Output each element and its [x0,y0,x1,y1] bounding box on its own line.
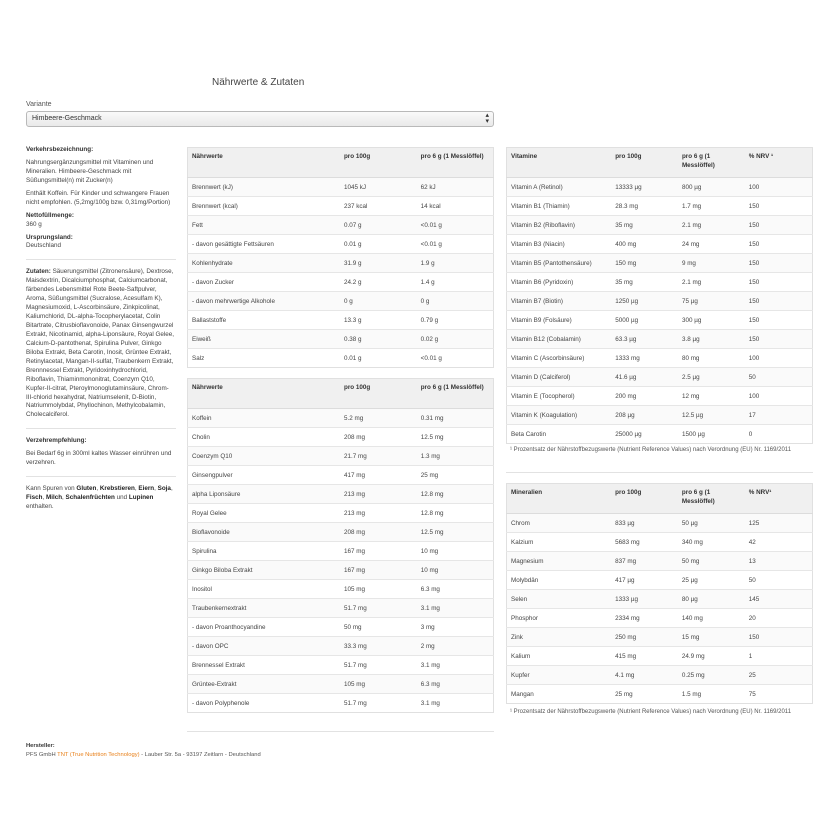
table-cell: 17 [745,406,813,425]
verkehr-text: Nahrungsergänzungsmittel mit Vitaminen und Mineralien. Himbeere-Geschmack mit Süßungsmittel(n) mit Zucker(n) [26,158,154,184]
column-header: pro 6 g (1 Messlöffel) [678,484,745,514]
table-cell: Brennwert (kcal) [188,197,340,216]
table-cell: 0.02 g [417,330,494,349]
table-cell: 2.1 mg [678,273,745,292]
table-cell: Vitamin B6 (Pyridoxin) [507,273,612,292]
table-cell: 12.8 mg [417,485,494,504]
ursprung-heading: Ursprungsland: [26,233,73,241]
table-cell: 208 mg [340,523,417,542]
table-cell: 14 kcal [417,197,494,216]
table-cell: 150 [745,292,813,311]
table-cell: 33.3 mg [340,637,417,656]
table-cell: 62 kJ [417,178,494,197]
verzehr-heading: Verzehrempfehlung: [26,437,87,445]
table-cell: 3.8 µg [678,330,745,349]
table-cell: Kupfer [507,666,612,685]
table-cell: Molybdän [507,571,612,590]
table-row [188,254,494,273]
vitamine-table [506,147,813,444]
table-cell: 50 [745,571,813,590]
table-cell: Ballaststoffe [188,311,340,330]
brand-link[interactable]: TNT (True Nutrition Technology) [57,751,140,758]
table-row [188,561,494,580]
table-row [507,571,813,590]
table-row [507,609,813,628]
table-cell: Vitamin K (Koagulation) [507,406,612,425]
table-cell: 35 mg [611,273,678,292]
table-cell: Ginkgo Biloba Extrakt [188,561,341,580]
table-cell: 100 [745,349,813,368]
divider [26,259,176,260]
table-cell: 2.5 µg [678,368,745,387]
table-cell: 100 [745,178,813,197]
vitamine-footnote: ¹ Prozentsatz der Nährstoffbezugswerte (Nutrient Reference Values) nach Verordnung (EU) Nr. 1169/2011 [510,447,792,453]
table-cell: 237 kcal [340,197,417,216]
table-row [188,447,494,466]
table-cell: 12.8 mg [417,504,494,523]
table-cell: 417 µg [611,571,678,590]
table-cell: 1045 kJ [340,178,417,197]
table-cell: 150 [745,311,813,330]
table-cell: 63.3 µg [611,330,678,349]
table-row [507,552,813,571]
table-row [188,618,494,637]
table-cell: 5683 mg [611,533,678,552]
naehrwerte-table [187,147,494,368]
table-cell: 80 mg [678,349,745,368]
table-cell: 1333 mg [611,349,678,368]
column-header: pro 100g [611,148,678,178]
table-cell: Fett [188,216,340,235]
table-cell: 41.6 µg [611,368,678,387]
table-row [188,235,494,254]
page-title: Nährwerte & Zutaten [212,77,305,88]
table-row [507,216,813,235]
table-cell: Magnesium [507,552,612,571]
table-row [507,311,813,330]
table-cell: 150 [745,254,813,273]
table-cell: 24 mg [678,235,745,254]
table-cell: 300 µg [678,311,745,330]
variant-select-value: Himbeere-Geschmack [32,115,102,122]
table-cell: Coenzym Q10 [188,447,341,466]
table-row [188,694,494,713]
table-cell: 2334 mg [611,609,678,628]
table-cell: 1.9 g [417,254,494,273]
table-cell: 200 mg [611,387,678,406]
divider [26,428,176,429]
column-header: Mineralien [507,484,612,514]
table-cell: 150 mg [611,254,678,273]
table-cell: Vitamin A (Retinol) [507,178,612,197]
table-cell: 13 [745,552,813,571]
table-cell: 150 [745,273,813,292]
zutaten-text: Säuerungsmittel (Zitronensäure), Dextrose, Maisdextrin, Dicalciumphosphat, Calciumcarbonat, färbendes Lebensmittel Rote Beete-Saftpulver, Aroma, Süßungsmittel (Sucralose, Acesulfam K), Magnesiumoxid, L-Ascorbinsäure, Zinkpicolinat, Kaliumchlorid, DL-alpha-Tocopherylacetat, Colin Bitartrate, Citrusbioflavonoide, Panax Ginsengwurzel Extrakt, Nicotinamid, alpha-Liponsäure, Royal Gelee, Calcium-D-pantothenat, Spirulina Pulver, Ginkgo Biloba Extrakt, Beta Carotin, Inosit, Grüntee Extrakt, Retinylacetat, Mangan-II-sulfat, Traubenkern Extrakt, Brennnessel Extrakt, Pyridoxinhydrochlorid, Riboflavin, Thiaminmononitrat, Coenzym Q10, Kupfer-II-citrat, Pteroylmonoglutaminsäure, Chrom-III-chlorid hexahydrat, Natriumselenit, D-Biotin, Natriummolybdat, Phyllochinon, Methylcobalamin, Cholecalciferol. [26,268,175,419]
table-cell: 140 mg [678,609,745,628]
table-cell: Grüntee-Extrakt [188,675,341,694]
koffein-text: Enthält Koffein. Für Kinder und schwangere Frauen nicht empfohlen. (5,2mg/100g bzw. 0,31mg/Portion) [26,189,171,206]
table-cell: Vitamin C (Ascorbinsäure) [507,349,612,368]
zusatzstoffe-table [187,378,494,713]
table-cell: 25 [745,666,813,685]
table-cell: 25 mg [611,685,678,704]
manufacturer [26,742,261,760]
table-cell: - davon gesättigte Fettsäuren [188,235,340,254]
table-cell: 0.25 mg [678,666,745,685]
manufacturer-label: Hersteller: [26,743,55,749]
table-cell: 51.7 mg [340,656,417,675]
table-cell: Phosphor [507,609,612,628]
table-row [188,504,494,523]
table-cell: Vitamin D (Calciferol) [507,368,612,387]
table-cell: 50 µg [678,514,745,533]
table-row [188,656,494,675]
table-cell: 31.9 g [340,254,417,273]
table-row [188,523,494,542]
table-cell: Brennessel Extrakt [188,656,341,675]
table-cell: 5000 µg [611,311,678,330]
table-cell: 837 mg [611,552,678,571]
table-row [507,666,813,685]
table-header-row [507,484,813,514]
table-cell: 50 [745,368,813,387]
table-cell: 24.9 mg [678,647,745,666]
table-cell: 1.3 mg [417,447,494,466]
table-cell: 13333 µg [611,178,678,197]
table-cell: 167 mg [340,542,417,561]
table-cell: 417 mg [340,466,417,485]
table-row [507,425,813,444]
table-cell: Kohlenhydrate [188,254,340,273]
table-cell: Vitamin B3 (Niacin) [507,235,612,254]
table-row [507,647,813,666]
table-cell: 0.07 g [340,216,417,235]
table-cell: 1333 µg [611,590,678,609]
table-cell: - davon Proanthocyandine [188,618,341,637]
table-cell: 51.7 mg [340,694,417,713]
table-cell: alpha Liponsäure [188,485,341,504]
table-cell: 145 [745,590,813,609]
table-row [188,599,494,618]
select-arrows-icon: ▴ ▾ [485,112,489,125]
table-cell: - davon mehrwertige Alkohole [188,292,340,311]
table-cell: 150 [745,235,813,254]
table-cell: 3.1 mg [417,599,494,618]
table-cell: 150 [745,628,813,647]
table-row [507,368,813,387]
divider [26,476,176,477]
table-cell: Vitamin B2 (Riboflavin) [507,216,612,235]
variant-select[interactable] [26,111,494,127]
table-row [507,235,813,254]
table-cell: 75 µg [678,292,745,311]
table-cell: Zink [507,628,612,647]
table-row [507,292,813,311]
table-cell: 2.1 mg [678,216,745,235]
table-cell: 80 µg [678,590,745,609]
table-row [507,330,813,349]
table-cell: 12.5 µg [678,406,745,425]
table-cell: 1.5 mg [678,685,745,704]
table-cell: 167 mg [340,561,417,580]
table-cell: 213 mg [340,504,417,523]
table-row [188,292,494,311]
table-cell: 105 mg [340,580,417,599]
column-header: pro 6 g (1 Messlöffel) [678,148,745,178]
table-row [188,349,494,368]
table-cell: 12.5 mg [417,428,494,447]
table-row [507,349,813,368]
table-cell: Bioflavonoide [188,523,341,542]
mineralien-table [506,483,813,704]
table-cell: 0 [745,425,813,444]
divider [506,472,813,473]
divider [187,731,494,732]
column-header: % NRV¹ [745,484,813,514]
table-cell: 250 mg [611,628,678,647]
table-cell: - davon Polyphenole [188,694,341,713]
table-cell: Brennwert (kJ) [188,178,340,197]
column-header: Nährwerte [188,148,340,178]
table-cell: 1.4 g [417,273,494,292]
table-cell: Vitamin B1 (Thiamin) [507,197,612,216]
table-cell: 0 g [340,292,417,311]
table-cell: - davon OPC [188,637,341,656]
table-cell: 3.1 mg [417,694,494,713]
table-cell: 15 mg [678,628,745,647]
table-row [507,197,813,216]
table-cell: 10 mg [417,542,494,561]
netto-heading: Nettofüllmenge: [26,211,74,219]
ursprung-value: Deutschland [26,242,62,250]
table-cell: Inositol [188,580,341,599]
table-row [507,628,813,647]
column-header: pro 100g [340,148,417,178]
table-cell: 4.1 mg [611,666,678,685]
table-cell: 1500 µg [678,425,745,444]
table-cell: 208 mg [340,428,417,447]
table-row [188,675,494,694]
table-cell: 25000 µg [611,425,678,444]
table-cell: 28.3 mg [611,197,678,216]
table-cell: 9 mg [678,254,745,273]
table-cell: 24.2 g [340,273,417,292]
table-cell: 51.7 mg [340,599,417,618]
table-cell: 213 mg [340,485,417,504]
table-row [507,533,813,552]
table-cell: 400 mg [611,235,678,254]
table-row [507,406,813,425]
table-row [188,330,494,349]
table-cell: Mangan [507,685,612,704]
table-row [188,311,494,330]
table-row [188,485,494,504]
table-cell: 150 [745,197,813,216]
table-row [188,637,494,656]
table-header-row [507,148,813,178]
table-cell: 208 µg [611,406,678,425]
table-cell: 105 mg [340,675,417,694]
table-cell: Salz [188,349,340,368]
table-cell: 35 mg [611,216,678,235]
table-cell: Vitamin B5 (Pantothensäure) [507,254,612,273]
verzehr-text: Bei Bedarf 6g in 300ml kaltes Wasser einrühren und verzehren. [26,450,172,467]
table-header-row [188,379,494,409]
table-cell: 2 mg [417,637,494,656]
table-cell: Kalzium [507,533,612,552]
table-cell: 150 [745,216,813,235]
table-row [507,590,813,609]
table-cell: Vitamin B9 (Folsäure) [507,311,612,330]
table-cell: 0 g [417,292,494,311]
table-cell: 25 mg [417,466,494,485]
table-row [188,580,494,599]
table-cell: Selen [507,590,612,609]
verkehr-heading: Verkehrsbezeichnung: [26,146,94,153]
product-info [26,146,176,516]
table-cell: 75 [745,685,813,704]
variant-label: Variante [26,101,52,108]
table-cell: Ginsengpulver [188,466,341,485]
column-header: Vitamine [507,148,612,178]
table-cell: 12 mg [678,387,745,406]
table-cell: <0.01 g [417,216,494,235]
table-row [188,466,494,485]
table-cell: 12.5 mg [417,523,494,542]
mineralien-footnote: ¹ Prozentsatz der Nährstoffbezugswerte (Nutrient Reference Values) nach Verordnung (EU) Nr. 1169/2011 [510,709,792,715]
table-row [507,514,813,533]
table-cell: 125 [745,514,813,533]
table-cell: Kalium [507,647,612,666]
table-cell: 10 mg [417,561,494,580]
table-cell: Cholin [188,428,341,447]
table-row [188,216,494,235]
table-cell: 6.3 mg [417,675,494,694]
table-row [188,178,494,197]
table-cell: Vitamin B12 (Cobalamin) [507,330,612,349]
table-cell: Vitamin B7 (Biotin) [507,292,612,311]
table-cell: 50 mg [678,552,745,571]
table-row [507,273,813,292]
table-row [507,178,813,197]
table-cell: 1 [745,647,813,666]
table-cell: 1.7 mg [678,197,745,216]
table-cell: 3.1 mg [417,656,494,675]
table-cell: Beta Carotin [507,425,612,444]
table-row [507,254,813,273]
table-cell: 21.7 mg [340,447,417,466]
table-cell: 20 [745,609,813,628]
table-cell: Spirulina [188,542,341,561]
table-cell: 0.31 mg [417,409,494,428]
table-cell: 3 mg [417,618,494,637]
table-cell: 800 µg [678,178,745,197]
column-header: % NRV ¹ [745,148,813,178]
column-header: pro 100g [340,379,417,409]
table-cell: 0.01 g [340,235,417,254]
table-cell: 0.01 g [340,349,417,368]
table-cell: Chrom [507,514,612,533]
table-cell: <0.01 g [417,235,494,254]
table-cell: 415 mg [611,647,678,666]
column-header: pro 6 g (1 Messlöffel) [417,148,494,178]
table-row [188,197,494,216]
table-cell: 340 mg [678,533,745,552]
table-cell: Eiweiß [188,330,340,349]
table-cell: - davon Zucker [188,273,340,292]
table-row [507,387,813,406]
table-cell: 1250 µg [611,292,678,311]
table-cell: Koffein [188,409,341,428]
table-row [507,685,813,704]
table-row [188,273,494,292]
column-header: pro 6 g (1 Messlöffel) [417,379,494,409]
table-row [188,428,494,447]
table-header-row [188,148,494,178]
table-cell: 100 [745,387,813,406]
table-cell: 833 µg [611,514,678,533]
allergen-text: Kann Spuren von Gluten, Krebstieren, Eiern, Soja, Fisch, Milch, Schalenfrüchten und Lupinen enthalten. [26,485,173,510]
table-row [188,409,494,428]
table-cell: 6.3 mg [417,580,494,599]
table-cell: <0.01 g [417,349,494,368]
manufacturer-address: PFS GmbH TNT (True Nutrition Technology) - Lauber Str. 5a - 93197 Zeitlarn - Deutschland [26,751,261,758]
table-cell: Royal Gelee [188,504,341,523]
table-cell: 25 µg [678,571,745,590]
table-cell: 0.38 g [340,330,417,349]
table-cell: 0.79 g [417,311,494,330]
zutaten-heading: Zutaten: [26,268,51,276]
netto-value: 360 g [26,220,42,228]
table-cell: 50 mg [340,618,417,637]
column-header: Nährwerte [188,379,341,409]
table-cell: Vitamin E (Tocopherol) [507,387,612,406]
table-cell: 42 [745,533,813,552]
table-cell: Traubenkernextrakt [188,599,341,618]
table-row [188,542,494,561]
table-cell: 13.3 g [340,311,417,330]
table-cell: 150 [745,330,813,349]
table-cell: 5.2 mg [340,409,417,428]
column-header: pro 100g [611,484,678,514]
